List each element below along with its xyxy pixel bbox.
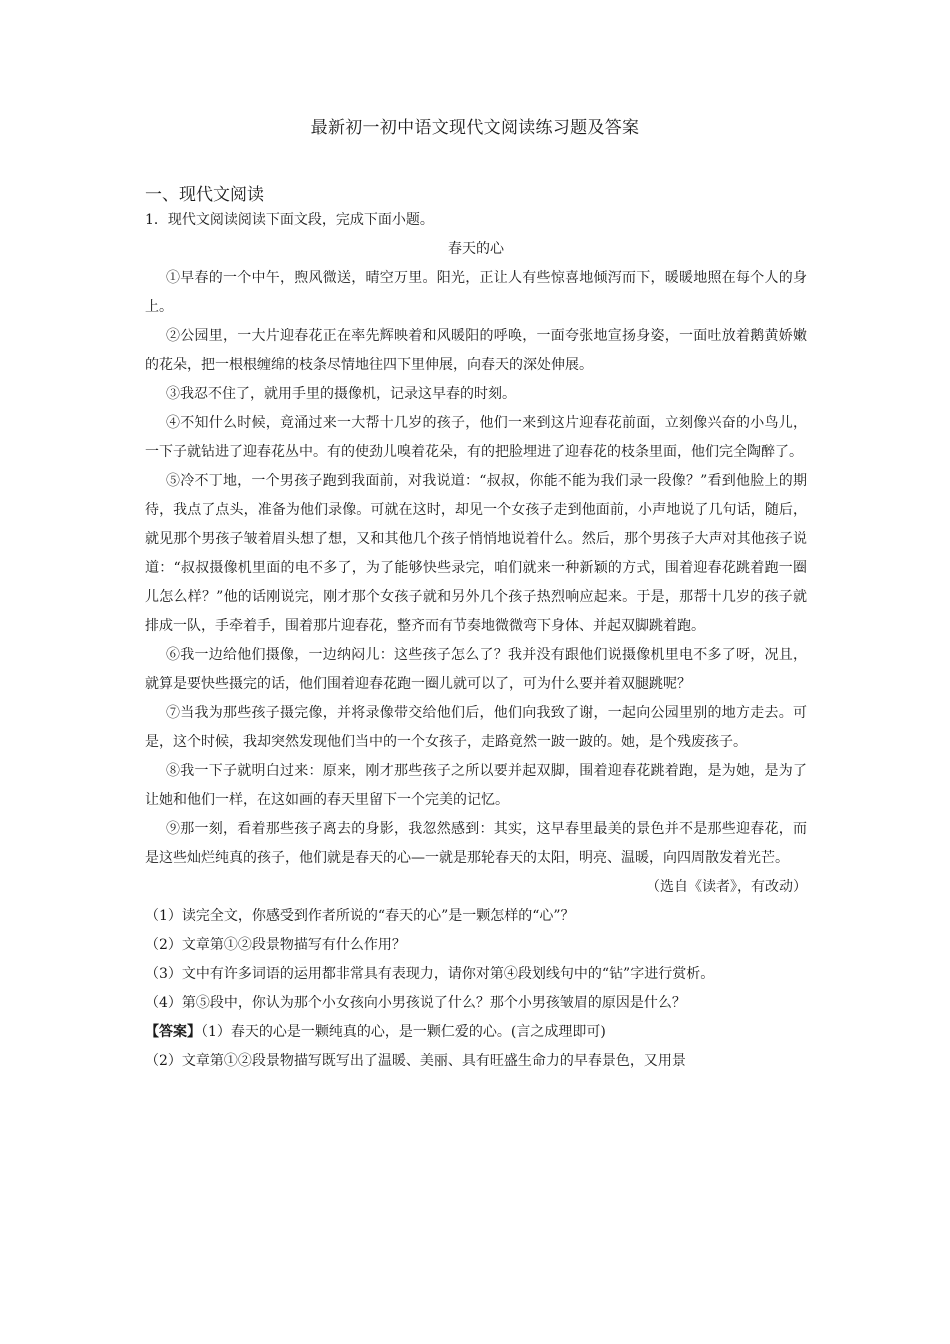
passage-paragraph-2: ②公园里，一大片迎春花正在率先辉映着和风暖阳的呼唤，一面夸张地宣扬身姿，一面吐放着鹅黄娇嫩的花朵，把一根根缠绵的枝条尽情地往四下里伸展，向春天的深处伸展。 [145,328,807,373]
passage-paragraph-9: ⑨那一刻，看着那些孩子离去的身影，我忽然感到：其实，这早春里最美的景色并不是那些迎春花，而是这些灿烂纯真的孩子，他们就是春天的心—一就是那轮春天的太阳，明亮、温暖，向四周散发着光芒。 [145,821,807,866]
passage-paragraph-8: ⑧我一下子就明白过来：原来，刚才那些孩子之所以要并起双脚，围着迎春花跳着跑，是为她，是为了让她和他们一样，在这如画的春天里留下一个完美的记忆。 [145,763,807,808]
passage-paragraph-7: ⑦当我为那些孩子摄完像，并将录像带交给他们后，他们向我致了谢，一起向公园里别的地方走去。可是，这个时候，我却突然发现他们当中的一个女孩子，走路竟然一跛一跛的。她，是个残废孩子。 [145,705,807,750]
sub-question-3: （3）文中有许多词语的运用都非常具有表现力，请你对第④段划线句中的“钻”字进行赏析。 [145,966,715,982]
passage-title: 春天的心 [448,241,504,257]
sub-question-2: （2）文章第①②段景物描写有什么作用？ [145,937,406,953]
passage-paragraph-6: ⑥我一边给他们摄像，一边纳闷儿：这些孩子怎么了？我并没有跟他们说摄像机里电不多了呀，况且，就算是要快些摄完的话，他们围着迎春花跑一圈儿就可以了，可为什么要并着双腿跳呢？ [145,647,807,692]
passage-paragraph-1: ①早春的一个中午，煦风微送，晴空万里。阳光，正让人有些惊喜地倾泻而下，暖暖地照在每个人的身上。 [145,270,807,315]
answer-line-1 [145,1018,807,1047]
source-note: （选自《读者》，有改动） [646,879,807,895]
question-intro: 1．现代文阅读阅读下面文段，完成下面小题。 [145,212,434,228]
answer-tag: 【答案】 [145,1024,201,1040]
answer-line-2: （2）文章第①②段景物描写既写出了温暖、美丽、具有旺盛生命力的早春景色，又用景 [145,1053,686,1069]
section-heading: 一、现代文阅读 [145,185,264,205]
answer-text-1: （1）春天的心是一颗纯真的心，是一颗仁爱的心。(言之成理即可) [201,1024,606,1040]
sub-question-1: （1）读完全文，你感受到作者所说的“春天的心”是一颗怎样的“心”？ [145,908,575,924]
passage-paragraph-4: ④不知什么时候，竟涌过来一大帮十几岁的孩子，他们一来到这片迎春花前面，立刻像兴奋的小鸟儿，一下子就钻进了迎春花丛中。有的使劲儿嗅着花朵，有的把脸埋进了迎春花的枝条里面，他们完全陶醉了。 [145,415,807,460]
passage-paragraph-5: ⑤冷不丁地，一个男孩子跑到我面前，对我说道：“叔叔，你能不能为我们录一段像？”看到他脸上的期待，我点了点头，准备为他们录像。可就在这时，却见一个女孩子走到他面前，小声地说了几句话，随后，就见那个男孩子皱着眉头想了想，又和其他几个孩子悄悄地说着什么。然后，那个男孩子大声对其他孩子说道：“叔叔摄像机里面的电不多了，为了能够快些录完，咱们就来一种新颖的方式，围着迎春花跳着跑一圈儿怎么样？”他的话刚说完，刚才那个女孩子就和另外几个孩子热烈响应起来。于是，那帮十几岁的孩子就排成一队，手牵着手，围着那片迎春花，整齐而有节奏地微微弯下身体、并起双脚跳着跑。 [145,473,807,634]
document-content [145,206,807,1076]
document-title: 最新初一初中语文现代文阅读练习题及答案 [310,118,640,138]
sub-question-4: （4）第⑤段中，你认为那个小女孩向小男孩说了什么？那个小男孩皱眉的原因是什么？ [145,995,686,1011]
passage-paragraph-3: ③我忍不住了，就用手里的摄像机，记录这早春的时刻。 [166,386,516,402]
